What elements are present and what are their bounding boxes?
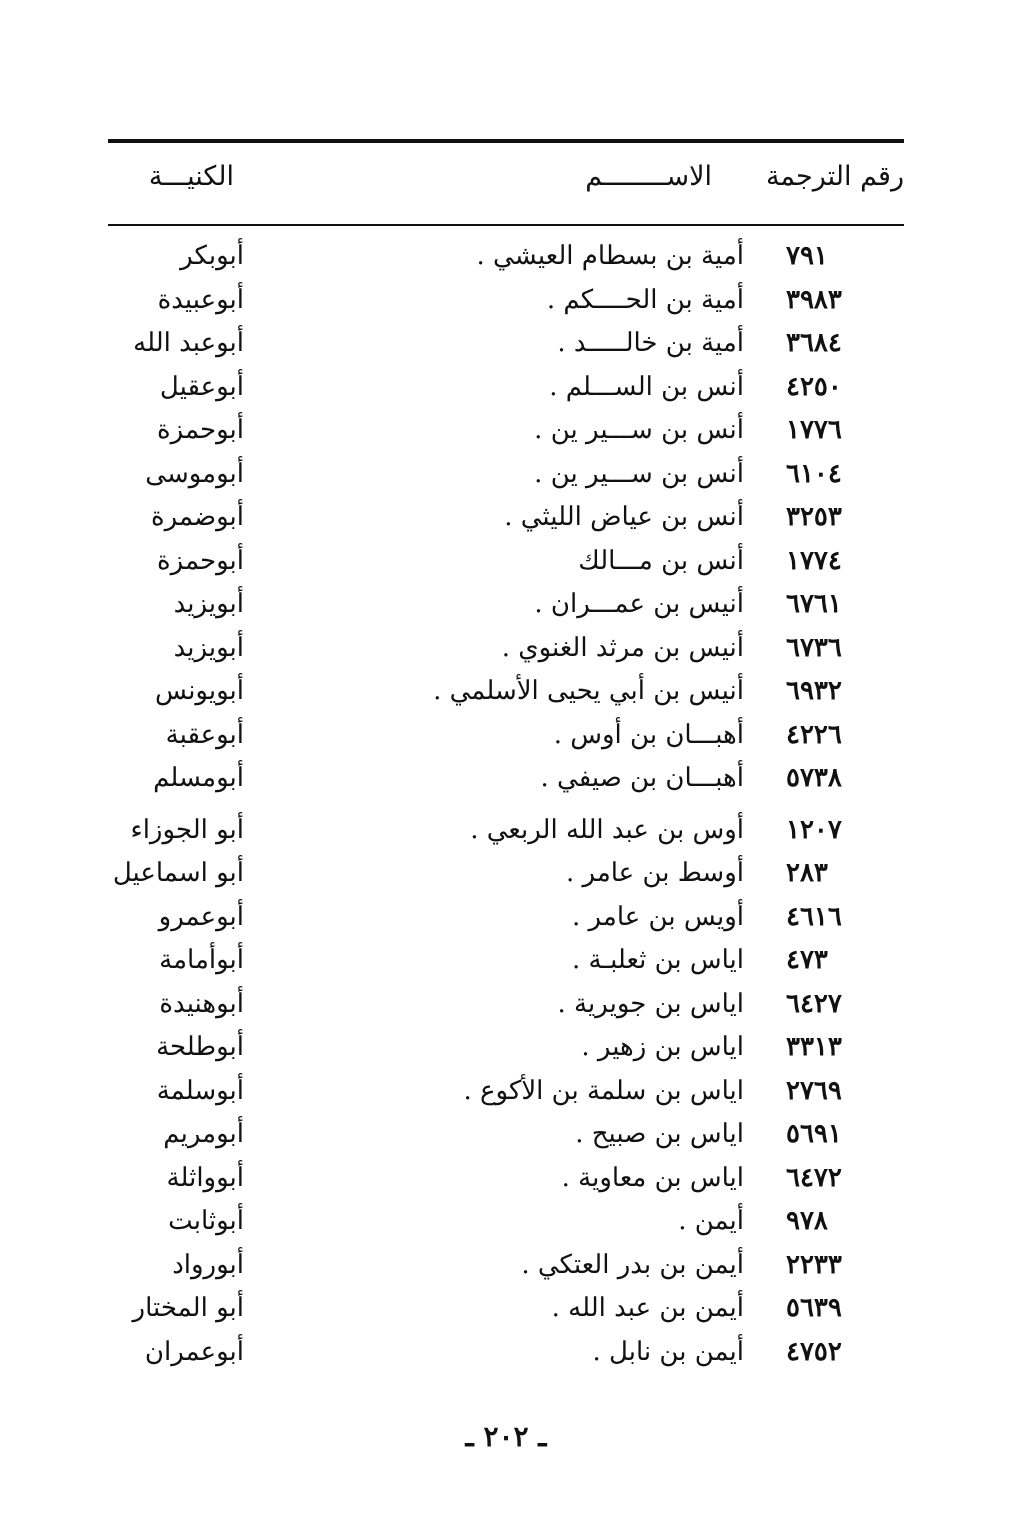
table-row (108, 810, 904, 854)
entry-number: ٤٧٣ (786, 945, 828, 975)
entry-name: أويس بن عامر . (572, 901, 744, 932)
entry-kunya: أبوعمرو (158, 901, 244, 932)
entry-name: اياس بن صبيح . (575, 1119, 744, 1149)
table-row (108, 323, 904, 367)
header-kunya: الكنيـــة (148, 161, 234, 192)
entry-number: ١٧٧٤ (786, 545, 842, 576)
entry-kunya: أبوأمامة (159, 945, 244, 975)
entry-number: ٦٧٣٦ (786, 632, 842, 663)
entry-kunya: أبوعبد الله (133, 328, 244, 358)
entry-kunya: أبوعمران (144, 1336, 244, 1367)
header-entry-number: رقم الترجمة (765, 161, 904, 192)
entry-kunya: أبويزيد (173, 589, 244, 619)
entry-kunya: أبوسلمة (156, 1075, 244, 1106)
entry-number: ٥٦٣٩ (786, 1293, 842, 1323)
table-row (108, 897, 904, 941)
entry-number: ٧٩١ (786, 241, 828, 271)
entry-kunya: أبورواد (172, 1249, 244, 1280)
entry-number: ٤٦١٦ (786, 901, 842, 932)
entry-name: أنس بن ســـير ين . (534, 458, 744, 489)
table-row (108, 853, 904, 897)
entry-name: اياس بن معاوية . (561, 1162, 744, 1193)
table-row (108, 628, 904, 672)
entry-kunya: أبوموسى (145, 458, 244, 489)
entry-kunya: أبوعبيدة (157, 284, 244, 315)
entry-number: ٣٣١٣ (786, 1032, 842, 1062)
table-row (108, 984, 904, 1028)
entry-name: أوس بن عبد الله الربعي . (470, 814, 744, 845)
entry-kunya: أبومريم (163, 1119, 244, 1149)
entry-name: أيمن بن بدر العتكي . (521, 1249, 744, 1280)
table-row (108, 584, 904, 628)
entry-number: ٥٧٣٨ (786, 763, 842, 793)
table-row (108, 940, 904, 984)
entry-kunya: أبوبكر (180, 241, 244, 271)
table-row (108, 1158, 904, 1202)
header-rule (108, 224, 904, 226)
table-row (108, 1071, 904, 1115)
entry-number: ٦٧٦١ (786, 589, 842, 619)
table-row (108, 715, 904, 759)
table-row (108, 758, 904, 802)
entry-number: ٦٤٢٧ (786, 988, 842, 1019)
entry-kunya: أبو اسماعيل (112, 858, 244, 888)
entry-name: أمية بن خالـــــد . (557, 328, 744, 358)
entry-name: أيمن بن نابل . (592, 1336, 744, 1367)
entry-kunya: أبو المختار (132, 1293, 244, 1323)
top-rule (108, 139, 904, 143)
entry-kunya: أبويونس (155, 676, 244, 706)
entry-number: ٤٧٥٢ (786, 1336, 842, 1367)
page-number: ـ ٢٠٢ ـ (465, 1420, 547, 1453)
entry-number: ٤٢٥٠ (786, 371, 842, 402)
entry-kunya: أبوضمرة (151, 502, 244, 532)
entry-number: ١٧٧٦ (786, 415, 842, 445)
entry-name: أهبـــان بن صيفي . (540, 763, 744, 793)
entry-kunya: أبوهنيدة (159, 988, 244, 1019)
entry-number: ٢٧٦٩ (786, 1075, 842, 1106)
table-row (108, 410, 904, 454)
entry-name: أنيس بن أبي يحيى الأسلمي . (433, 676, 744, 706)
table-row (108, 1027, 904, 1071)
entry-kunya: أبوحمزة (157, 415, 244, 445)
table-row (108, 1114, 904, 1158)
table-row (108, 280, 904, 324)
entry-name: أنس بن مـــالك (578, 545, 744, 576)
table-row (108, 1288, 904, 1332)
entry-name: اياس بن سلمة بن الأكوع . (463, 1075, 744, 1106)
entry-kunya: أبوعقيل (159, 371, 244, 402)
table-row (108, 236, 904, 280)
entry-name: أهبـــان بن أوس . (553, 719, 744, 750)
entry-number: ١٢٠٧ (786, 814, 842, 845)
entry-number: ٥٦٩١ (786, 1119, 842, 1149)
entries-table (108, 236, 904, 1375)
entry-name: اياس بن جويرية . (557, 988, 744, 1019)
table-row (108, 497, 904, 541)
table-row (108, 1332, 904, 1376)
entry-number: ٤٢٢٦ (786, 719, 842, 750)
entry-number: ٣٢٥٣ (786, 502, 842, 532)
entry-kunya: أبومسلم (153, 763, 244, 793)
entry-name: أنيس بن عمـــران . (534, 589, 744, 619)
entry-kunya: أبو الجوزاء (130, 814, 244, 845)
entry-number: ٢٨٣ (786, 858, 828, 888)
table-row (108, 1245, 904, 1289)
entry-kunya: أبوحمزة (157, 545, 244, 576)
entry-kunya: أبوثابت (168, 1206, 244, 1236)
entry-name: أنس بن الســـلم . (549, 371, 744, 402)
entry-name: أنس بن ســـير ين . (534, 415, 744, 445)
table-row (108, 671, 904, 715)
header-name: الاســــــــم (585, 161, 712, 192)
entry-name: أوسط بن عامر . (565, 858, 744, 888)
entry-number: ٦٤٧٢ (786, 1162, 842, 1193)
entry-name: اياس بن ثعلبـة . (572, 945, 744, 975)
entry-name: أنس بن عياض الليثي . (504, 502, 744, 532)
entry-kunya: أبوواثلة (166, 1162, 244, 1193)
entry-number: ٣٩٨٣ (786, 284, 842, 315)
entry-name: أنيس بن مرثد الغنوي . (501, 632, 744, 663)
entry-kunya: أبوطلحة (156, 1032, 244, 1062)
entry-number: ٢٢٣٣ (786, 1249, 842, 1280)
table-row (108, 454, 904, 498)
table-row (108, 367, 904, 411)
entry-name: أمية بن بسطام العيشي . (476, 241, 744, 271)
entry-name: أيمن . (678, 1206, 744, 1236)
entry-kunya: أبوعقبة (165, 719, 244, 750)
entry-kunya: أبويزيد (173, 632, 244, 663)
entry-name: اياس بن زهير . (581, 1032, 744, 1062)
table-row (108, 541, 904, 585)
table-row (108, 1201, 904, 1245)
entry-number: ٦١٠٤ (786, 458, 842, 489)
entry-number: ٣٦٨٤ (786, 328, 842, 358)
entry-number: ٦٩٣٢ (786, 676, 842, 706)
entry-number: ٩٧٨ (786, 1206, 828, 1236)
entry-name: أيمن بن عبد الله . (551, 1293, 744, 1323)
entry-name: أمية بن الحــــكم . (546, 284, 744, 315)
